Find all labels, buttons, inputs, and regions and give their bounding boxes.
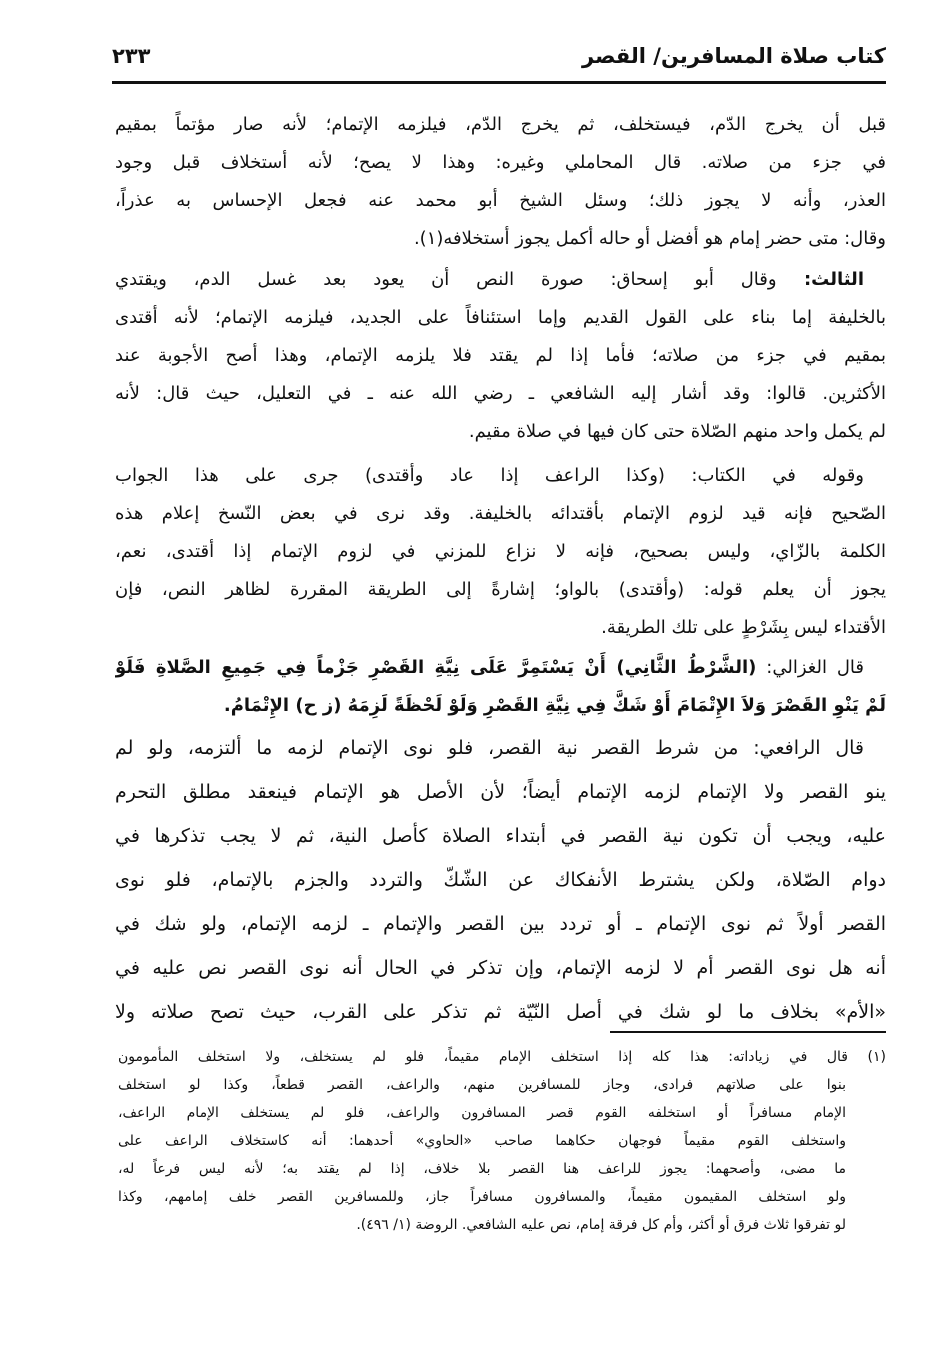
text-run: بالخليفة إما بناء على القول القديم وإما استئنافاً على الجديد، فيلزمه الإتمام؛ لأنه أقتدى <box>115 307 886 328</box>
text-run: في جزء من صلاته. قال المحاملي وغيره: وهذا لا يصح؛ لأنه أستخلاف قبل وجود <box>115 152 886 173</box>
text-run: وقال أبو إسحاق: صورة النص أن يعود بعد غسل الدم، ويقتدي <box>115 269 777 290</box>
text-run: وقال: متى حضر إمام هو أفضل أو حاله أكمل يجوز أستخلافه(١). <box>413 228 886 249</box>
text-line <box>115 814 886 858</box>
text-line <box>115 182 886 220</box>
text-line <box>115 261 886 299</box>
footnote-line: ولو استخلف المقيمون مقيماً، والمسافرون مسافراً جاز، وللمسافرين القصر خلف إمامهم، وكذا <box>118 1189 846 1205</box>
text-run: الأقتداء ليس بِشَرْطٍ على تلك الطريقة. <box>601 617 886 638</box>
text-run: الكلمة بالزّاي، وليس بصحيح، فإنه لا نزاع للمزني في لزوم الإتمام إذا أقتدى، نعم، <box>115 541 886 562</box>
text-run: وقوله في الكتاب: (وكذا الراعف إذا عاد وأقتدى) جرى على هذا الجواب <box>115 465 864 486</box>
footnote-separator <box>610 1031 886 1033</box>
running-header <box>112 40 886 76</box>
text-run: قال الرافعي: من شرط القصر نية القصر، فلو نوى الإتمام لزمه ما ألتزمه، ولو لم <box>115 737 864 759</box>
text-run: أنه هل نوى القصر أم لا لزمه الإتمام، وإن تذكر في الحال أنه نوى القصر نص عليه في <box>115 957 886 979</box>
main-text <box>115 106 886 1034</box>
footnote-line: بنوا على صلاتهم فرادى، وجاز للمسافرين منهم، والراعف، القصر قطعاً، وكذا لو استخلف <box>118 1077 846 1093</box>
text-line <box>115 337 886 375</box>
text-run: يجوز أن يعلم قوله: (وأقتدى) بالواو؛ إشارةً إلى الطريقة المقررة لظاهر النص، فإن <box>115 579 886 600</box>
text-line <box>115 375 886 413</box>
text-run: الأكثرين. قالوا: وقد أشار إليه الشافعي ـ رضي الله عنه ـ في التعليل، حيث قال: لأنه <box>115 383 886 404</box>
paragraph <box>115 457 886 647</box>
text-line <box>115 687 886 725</box>
header-rule <box>112 81 886 84</box>
footnote-line: واستخلف القوم مقيماً فوجهان حكاهما صاحب «الحاوي» أحدهما: أنه كاستخلاف الراعف على <box>118 1133 846 1149</box>
text-run: ينو القصر ولا الإتمام لزمه الإتمام أيضاً؛ لأن الأصل هو الإتمام فينعقد مطلق التحرم <box>115 781 886 803</box>
text-run: القصر أولاً ثم نوى الإتمام ـ أو تردد بين القصر والإتمام ـ لزمه الإتمام، ولو شك في <box>115 913 886 935</box>
footnote-line: الإمام مسافراً أو استخلفه القوم قصر المسافرون والراعف، فلو لم يستخلف الإمام الراعف، <box>118 1105 846 1121</box>
text-run: قال الغزالي: <box>756 657 865 678</box>
text-line <box>115 609 886 647</box>
footnote-line: ما مضى، وأصحهما: يجوز للراعف هنا القصر بلا خلاف، إذا لم يقتد به؛ لأنه ليس فرعاً له، <box>118 1161 846 1177</box>
text-line <box>115 106 886 144</box>
paragraph <box>115 726 886 1034</box>
text-line <box>115 533 886 571</box>
text-run: «الأم» بخلاف ما لو شك في أصل النّيّة ثم تذكر على القرب، حيث تصح صلاته ولا <box>115 1001 886 1023</box>
text-line <box>115 902 886 946</box>
bold-text: (الشَّرْطُ الثَّانِي) أَنْ يَسْتَمِرَّ عَلَى نِيَّةِ القَصْرِ جَزْماً فِي جَمِيعِ الصَّلاةِ فَلَوْ <box>115 657 757 678</box>
bold-text: لَمْ يَنْوِ القَصْرَ وَلاَ الإِتْمَامَ أَوْ شَكَّ فِي نِيَّةِ القَصْرِ وَلَوْ لَحْظَةً لَزِمَهُ (ز ح) الإِتْمَامُ. <box>223 695 886 716</box>
text-line <box>115 495 886 533</box>
footnote-line: لو تفرقوا ثلاث فرق أو أكثر، وأم كل فرقة إمام، نص عليه الشافعي. الروضة (١/ ٤٩٦). <box>356 1217 846 1233</box>
text-line <box>115 649 886 687</box>
text-run: دوام الصّلاة، ولكن يشترط الأنفكاك عن الشّكّ والتردد والجزم بالإتمام، فلو نوى <box>115 869 886 891</box>
text-run: الصّحيح فإنه قيد لزوم الإتمام بأقتدائه بالخليفة. وقد نرى في بعض النّسخ إعلام هذه <box>115 503 886 524</box>
footnotes <box>118 1043 886 1239</box>
text-line <box>115 990 886 1034</box>
paragraph <box>115 261 886 451</box>
text-line <box>115 220 886 258</box>
chapter-title: كتاب صلاة المسافرين/ القصر <box>582 44 886 68</box>
text-run: قبل أن يخرج الدّم، فيستخلف، ثم يخرج الدّم، فيلزمه الإتمام؛ لأنه صار مؤتماً بمقيم <box>115 114 886 135</box>
footnote-line: (١) قال في زياداته: هذا كله إذا استخلف الإمام مقيماً، فلو لم يستخلف، ولا استخلف المأمومون <box>118 1049 886 1065</box>
paragraph <box>115 649 886 725</box>
text-line <box>115 770 886 814</box>
text-line <box>115 413 886 451</box>
text-line <box>115 457 886 495</box>
text-line <box>115 299 886 337</box>
text-run: العذر، وأنه لا يجوز ذلك؛ وسئل الشيخ أبو محمد عنه فجعل الإحساس به عذراً، <box>115 190 886 211</box>
page-number: ٢٣٣ <box>112 44 151 68</box>
text-line <box>115 726 886 770</box>
text-line <box>115 946 886 990</box>
text-line <box>115 858 886 902</box>
paragraph <box>115 106 886 258</box>
text-run: بمقيم في جزء من صلاته؛ فأما إذا لم يقتد فلا يلزمه الإتمام، وهذا أصح الأجوبة عند <box>115 345 886 366</box>
text-line <box>115 144 886 182</box>
text-line <box>115 571 886 609</box>
bold-text: الثالث: <box>776 269 864 290</box>
text-run: لم يكمل واحد منهم الصّلاة حتى كان فيها في صلاة مقيم. <box>468 421 886 442</box>
text-run: عليه، ويجب أن تكون نية القصر في أبتداء الصلاة كأصل النية، ثم لا يجب تذكرها في <box>115 825 886 847</box>
